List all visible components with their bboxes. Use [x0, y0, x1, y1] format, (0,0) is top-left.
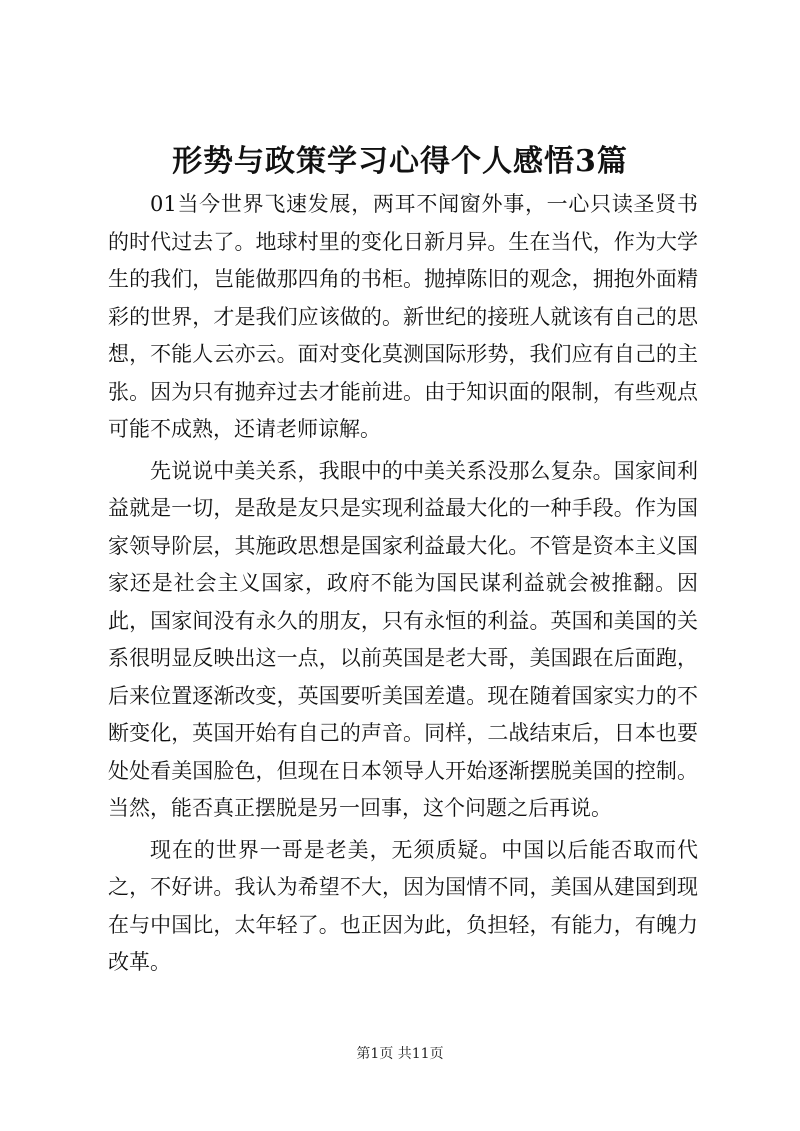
document-title: 形势与政策学习心得个人感悟3篇 [172, 144, 628, 179]
paragraph-2: 先说说中美关系，我眼中的中美关系没那么复杂。国家间利益就是一切，是敌是友只是实现利益最大化的一种手段。作为国家领导阶层，其施政思想是国家利益最大化。不管是资本主义国家还是社会主义国家，政府不能为国民谋利益就会被推翻。因此，国家间没有永久的朋友，只有永恒的利益。英国和美国的关系很明显反映出这一点，以前英国是老大哥，美国跟在后面跑，后来位置逐渐改变，英国要听美国差遣。现在随着国家实力的不断变化，英国开始有自己的声音。同样，二战结束后，日本也要处处看美国脸色，但现在日本领导人开始逐渐摆脱美国的控制。当然，能否真正摆脱是另一回事，这个问题之后再说。 [108, 458, 698, 820]
page-number-footer: 第1页 共11页 [356, 1046, 444, 1062]
document-body [108, 186, 698, 986]
paragraph-1: 01当今世界飞速发展，两耳不闻窗外事，一心只读圣贤书的时代过去了。地球村里的变化日新月异。生在当代，作为大学生的我们，岂能做那四角的书柜。抛掉陈旧的观念，拥抱外面精彩的世界，才是我们应该做的。新世纪的接班人就该有自己的思想，不能人云亦云。面对变化莫测国际形势，我们应有自己的主张。因为只有抛弃过去才能前进。由于知识面的限制，有些观点可能不成熟，还请老师谅解。 [108, 192, 698, 441]
paragraph-3: 现在的世界一哥是老美，无须质疑。中国以后能否取而代之，不好讲。我认为希望不大，因为国情不同，美国从建国到现在与中国比，太年轻了。也正因为此，负担轻，有能力，有魄力改革。 [108, 837, 698, 974]
